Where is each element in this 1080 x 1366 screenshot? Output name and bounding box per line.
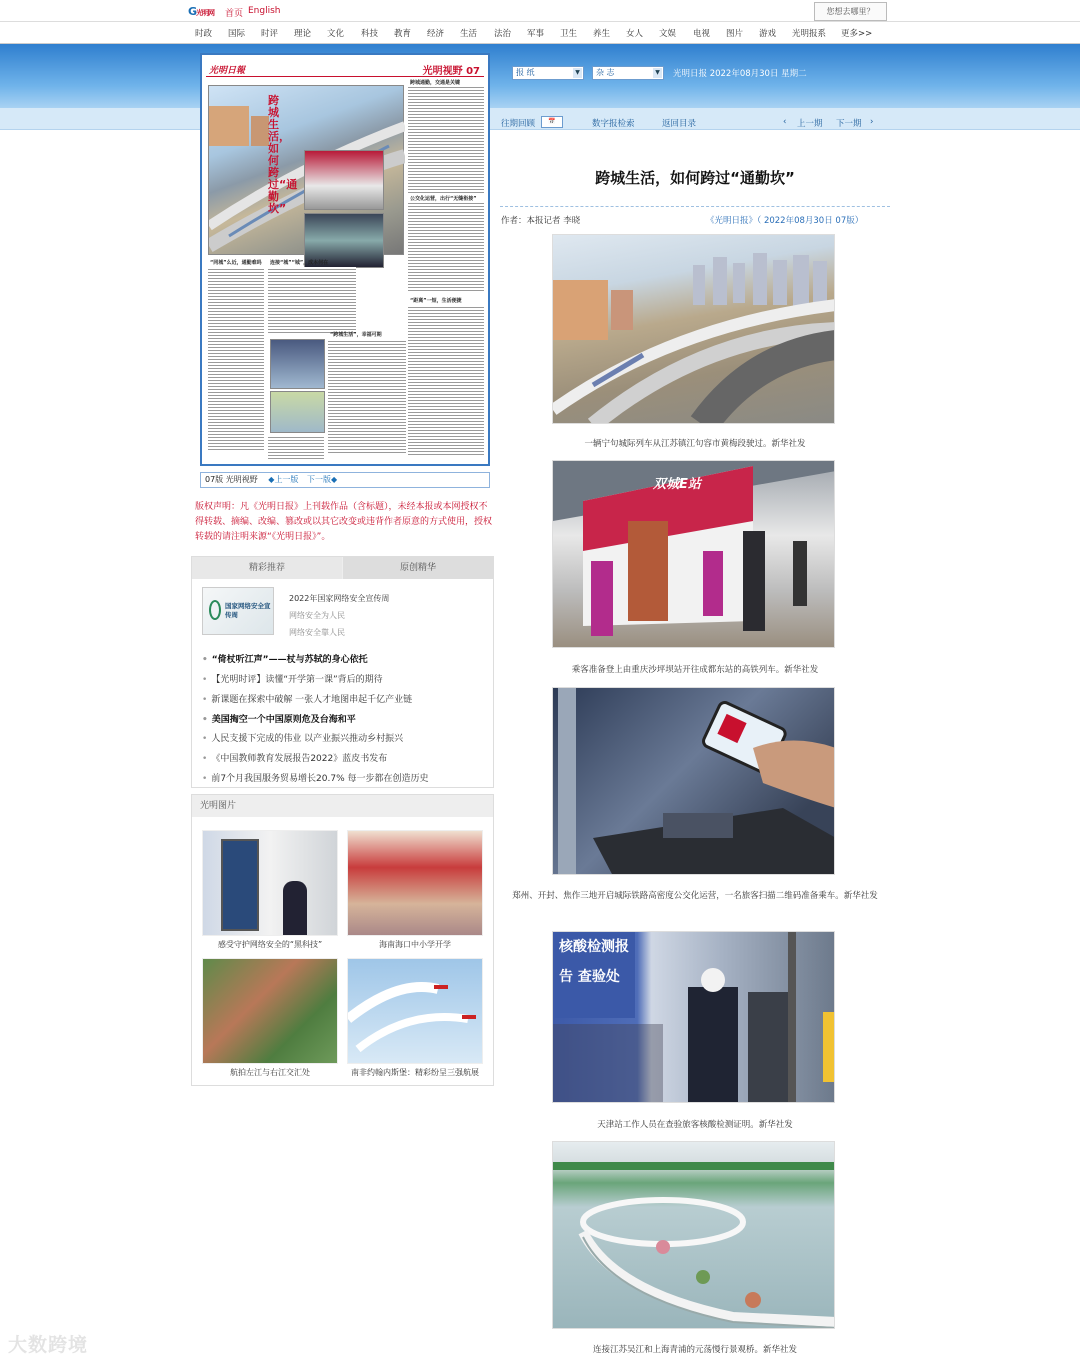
article-author: 作者：本报记者 李晓 (501, 216, 581, 226)
logo-text: 光明网 (196, 9, 215, 17)
epaper-text-col (208, 267, 264, 452)
home-link[interactable]: 首页 (225, 9, 244, 19)
nav-item[interactable]: 经济 (427, 29, 445, 39)
epaper-small-photo-1[interactable] (270, 339, 325, 389)
next-period-link[interactable]: 下一期 (836, 119, 862, 129)
nav-item[interactable]: 法治 (494, 29, 512, 39)
chevron-down-icon: ▼ (573, 68, 582, 78)
list-item[interactable]: • 【光明时评】读懂“开学第一课”背后的期待 (202, 672, 383, 685)
epaper-text-col (408, 201, 484, 293)
kiosk-screen-graphic (221, 839, 259, 931)
nav-item[interactable]: 时评 (261, 29, 279, 39)
feature-title[interactable]: 2022年国家网络安全宣传周 (289, 594, 390, 603)
list-item[interactable]: • “倚杖听江声”——杖与苏轼的身心依托 (202, 652, 368, 665)
page-name: 光明视野 07 (422, 66, 480, 77)
feature-line: 网络安全为人民 (289, 611, 345, 620)
paper-type-select[interactable]: 报 纸 ▼ (512, 66, 584, 80)
airshow-graphic (348, 959, 484, 1065)
list-item[interactable]: • 前7个月我国服务贸易增长20.7% 每一步都在创造历史 (202, 771, 429, 784)
epaper-subhead: 跨城通勤，交通是关键 (410, 80, 461, 86)
photo-box (191, 794, 494, 1086)
epaper-header (206, 61, 484, 77)
nav-item[interactable]: 光明报系 (792, 29, 827, 39)
next-page-link[interactable]: 下一版◆ (306, 475, 338, 484)
footer-page-label: 07版 光明视野 (205, 475, 258, 484)
nav-item[interactable]: 理论 (294, 29, 312, 39)
security-logo-icon (209, 600, 221, 620)
nav-item[interactable]: 卫生 (560, 29, 578, 39)
epaper-text-col (408, 305, 484, 455)
photo-thumb[interactable] (347, 958, 483, 1064)
epaper-headline[interactable]: 跨城生活，如何跨过“通勤坎” (268, 94, 298, 215)
english-link[interactable]: English (248, 6, 281, 16)
nav-item[interactable]: 电视 (693, 29, 711, 39)
photo-thumb[interactable] (202, 830, 338, 936)
tab-recommend[interactable]: 精彩推荐 (192, 557, 342, 579)
prev-period-link[interactable]: 上一期 (797, 119, 823, 129)
checkpoint-sign: 核酸检测报告 查验处 (555, 932, 635, 1018)
article-photo-checkpoint (552, 931, 835, 1103)
epaper-subhead: 公交化运营，出行“无缝衔接” (410, 196, 477, 202)
feature-line: 网络安全靠人民 (289, 628, 345, 637)
search-input[interactable]: 您想去哪里？ (814, 2, 887, 21)
photo-caption: 连接江苏吴江和上海青浦的元荡慢行景观桥。新华社发 (592, 1345, 797, 1355)
main-nav (0, 22, 1080, 44)
sub-toolbar (0, 108, 1080, 130)
nav-item[interactable]: 游戏 (759, 29, 777, 39)
person-graphic (283, 881, 307, 935)
calendar-icon[interactable]: 📅 (541, 116, 563, 128)
issue-date: 光明日报 2022年08月30日 星期二 (673, 69, 807, 79)
epaper-text-col (328, 339, 406, 455)
epaper-train-photo[interactable] (304, 150, 384, 210)
epaper-subhead: “跨城生活”，幸福可期 (330, 332, 382, 338)
railway-graphic (553, 235, 835, 424)
epaper-text-col (408, 85, 484, 193)
nav-item[interactable]: 国际 (228, 29, 246, 39)
copyright-notice: 版权声明：凡《光明日报》上刊载作品（含标题），未经本报或本网授权不得转载、摘编、改编、篡改或以其它改变或违背作者原意的方式使用，授权转载的请注明来源“《光明日报》”。 (195, 502, 493, 542)
list-item[interactable]: • 《中国教师教育发展报告2022》蓝皮书发布 (202, 751, 387, 764)
chevron-down-icon: ▼ (653, 68, 662, 78)
nav-item[interactable]: 军事 (527, 29, 545, 39)
paper-logo: 光明日報 (209, 66, 246, 76)
photo-caption: 一辆宁句城际列车从江苏镇江句容市黄梅段驶过。新华社发 (584, 439, 806, 449)
past-issues-link[interactable]: 往期回顾 (501, 119, 536, 129)
list-item[interactable]: • 人民支援下完成的伟业 以产业振兴推动乡村振兴 (202, 731, 403, 744)
nav-item[interactable]: 文娱 (659, 29, 677, 39)
photo-caption[interactable]: 海南海口中小学开学 (379, 940, 451, 949)
photo-box-title: 光明图片 (192, 795, 493, 817)
chevron-left-icon[interactable]: ‹ (783, 117, 787, 127)
photo-thumb[interactable] (202, 958, 338, 1064)
site-logo[interactable]: G光明网 (188, 5, 215, 18)
epaper-footer (200, 472, 490, 488)
epaper-small-photo-2[interactable] (270, 391, 325, 433)
nav-item[interactable]: 教育 (394, 29, 412, 39)
nav-item[interactable]: 更多>> (841, 29, 873, 39)
list-item[interactable]: • 新课题在探索中破解 一张人才地图串起千亿产业链 (202, 692, 412, 705)
article-photo-railway (552, 234, 835, 424)
nav-item[interactable]: 生活 (460, 29, 478, 39)
qr-gate-graphic (553, 688, 835, 875)
epaper-subhead: 连接“城”“城”，成本何在 (270, 260, 329, 266)
back-toc-link[interactable]: 返回目录 (662, 119, 697, 129)
epaper-page[interactable] (200, 53, 490, 466)
article-title: 跨城生活，如何跨过“通勤坎” (595, 169, 795, 187)
article-photo-qr (552, 687, 835, 875)
article-source[interactable]: 《光明日报》（ 2022年08月30日 07版） (706, 216, 864, 226)
nav-item[interactable]: 养生 (593, 29, 611, 39)
photo-caption[interactable]: 感受守护网络安全的“黑科技” (217, 940, 323, 949)
photo-thumb[interactable] (347, 830, 483, 936)
digital-search-link[interactable]: 数字报检索 (592, 119, 635, 129)
epaper-text-col (268, 267, 356, 335)
article-photo-bridge (552, 1141, 835, 1329)
bridge-graphic (553, 1142, 835, 1329)
nav-item[interactable]: 科技 (361, 29, 379, 39)
article-photo-train (552, 460, 835, 648)
recommend-box (191, 556, 494, 788)
nav-item[interactable]: 时政 (195, 29, 213, 39)
prev-page-link[interactable]: ◆上一版 (268, 475, 299, 484)
epaper-text-col (268, 435, 324, 459)
list-item[interactable]: • 美国掏空一个中国原则危及台海和平 (202, 712, 356, 725)
tab-original[interactable]: 原创精华 (343, 557, 493, 579)
feature-img-text: 国家网络安全宣传周 (225, 602, 271, 619)
nav-item[interactable]: 文化 (327, 29, 345, 39)
security-week-image[interactable] (202, 587, 274, 635)
photo-caption[interactable]: 航拍左江与右江交汇处 (230, 1068, 310, 1077)
recommend-tabs (192, 557, 493, 579)
photo-caption: 天津站工作人员在查验旅客核酸检测证明。新华社发 (597, 1120, 793, 1130)
train-brand-text: 双城E站 (653, 477, 701, 492)
paper-name-select[interactable]: 杂 志 ▼ (592, 66, 664, 80)
photo-caption[interactable]: 南非约翰内斯堡：精彩纷呈三强航展 (351, 1068, 479, 1077)
photo-caption: 乘客准备登上由重庆沙坪坝站开往成都东站的高铁列车。新华社发 (571, 665, 819, 675)
epaper-subhead: “距离”一短，生活便捷 (410, 298, 462, 304)
chevron-right-icon[interactable]: › (870, 117, 874, 127)
nav-item[interactable]: 女人 (626, 29, 644, 39)
top-bar (0, 0, 1080, 22)
nav-item[interactable]: 图片 (726, 29, 744, 39)
divider (500, 206, 890, 207)
photo-caption: 郑州、开封、焦作三地开启城际铁路高密度公交化运营，一名旅客扫描二维码准备乘车。新华社发 (512, 891, 878, 901)
watermark-logo: 大数跨境 (8, 1334, 89, 1356)
epaper-subhead: “同城”么近，通勤难吗 (210, 260, 262, 266)
